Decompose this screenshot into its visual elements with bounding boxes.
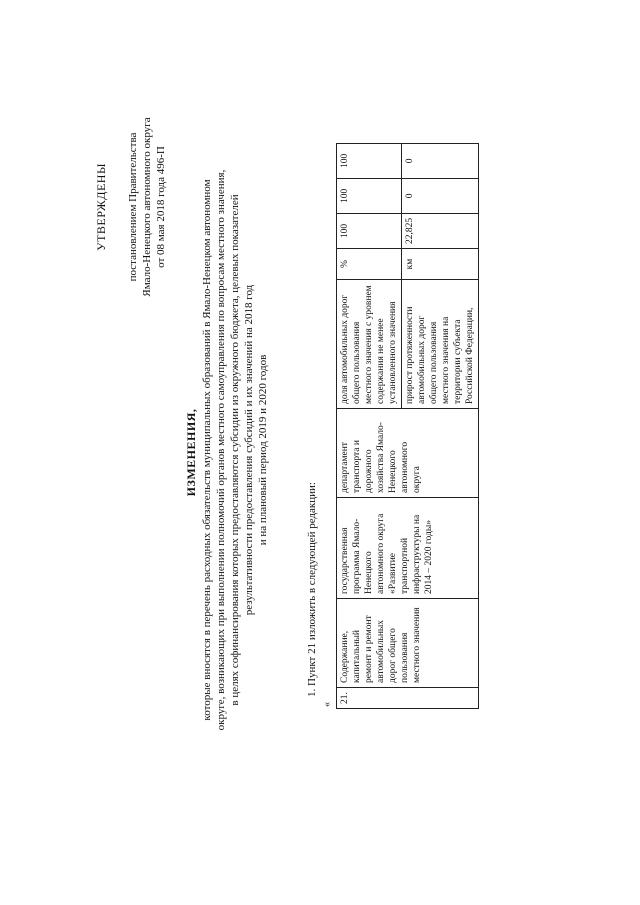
obligation-name: Содержание, капитальный ремонт и ремонт автомобильных дорог общего пользования местного значения xyxy=(337,599,479,688)
quote-mark: « xyxy=(322,702,333,707)
indicator-unit: км xyxy=(402,249,479,280)
value-2019: 0 xyxy=(402,178,479,213)
value-2019: 100 xyxy=(337,178,402,213)
approval-line: Ямало-Ненецкого автономного округа xyxy=(141,117,153,297)
value-2020: 0 xyxy=(402,143,479,178)
value-2018: 100 xyxy=(337,213,402,248)
subtitle-line: которые вносятся в перечень расходных обязательств муниципальных образований в Ямало-Ненецком автономном xyxy=(201,179,213,721)
table-row xyxy=(337,143,402,708)
obligations-table xyxy=(336,143,479,709)
program-name: государственная программа Ямало-Ненецкого автономного округа «Развитие транспортной инфраструктуры на 2014 – 2020 годы» xyxy=(337,498,479,599)
value-2020: 100 xyxy=(337,143,402,178)
approval-line: от 08 мая 2018 года 496-П xyxy=(155,146,167,268)
indicator-unit: % xyxy=(337,249,402,280)
subtitle-line: в целях софинансирования которых предоставляются субсидии из окружного бюджета, целевых показателей xyxy=(229,194,241,706)
changes-title: ИЗМЕНЕНИЯ, xyxy=(184,408,198,497)
instruction-text: 1. Пункт 21 изложить в следующей редакции: xyxy=(306,482,318,697)
row-number: 21. xyxy=(337,688,479,709)
indicator-text: прирост протяженности автомобильных дорог общего пользования местного значения на территории субъекта Российской Федерации, xyxy=(402,280,479,409)
value-2018: 22,825 xyxy=(402,213,479,248)
approval-title: УТВЕРЖДЕНЫ xyxy=(94,163,108,251)
subtitle-line: округе, возникающих при выполнении полномочий органов местного самоуправления по вопросам местного значения, xyxy=(215,169,227,731)
approval-block xyxy=(94,87,168,327)
approval-line: постановлением Правительства xyxy=(127,132,139,282)
subtitle-line: и на плановый период 2019 и 2020 годов xyxy=(257,354,269,546)
changes-subtitle xyxy=(200,105,270,795)
subtitle-line: результативности предоставления субсидий и их значений на 2018 год xyxy=(243,284,255,616)
indicator-text: доля автомобильных дорог общего пользования местного значения с уровнем содержания не менее установленного значения xyxy=(337,280,402,409)
department-name: департамент транспорта и дорожного хозяйства Ямало-Ненецкого автономного округа xyxy=(337,409,479,498)
